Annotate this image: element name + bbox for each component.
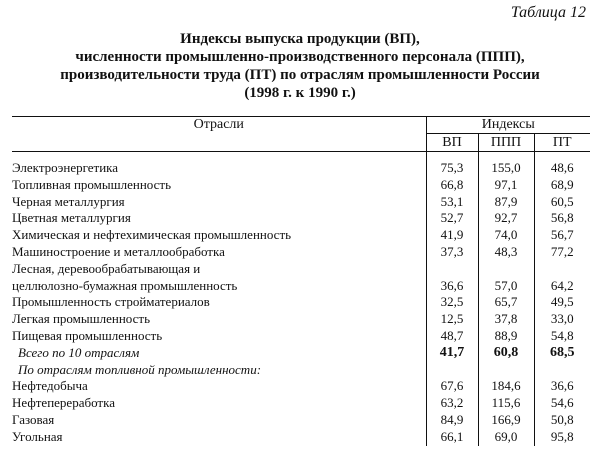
row-name: Цветная металлургия [12, 210, 426, 227]
row-ppp: 155,0 [478, 160, 534, 177]
header-ppp: ППП [478, 134, 534, 152]
table-row [12, 227, 590, 244]
title-line: производительности труда (ПТ) по отраслям промышленности России [60, 67, 540, 83]
row-pt: 60,5 [550, 193, 574, 209]
header-pt: ПТ [534, 134, 590, 152]
table-row [12, 311, 590, 328]
row-vp: 48,7 [440, 327, 464, 343]
row-name: Черная металлургия [12, 194, 426, 211]
table-row [12, 177, 590, 194]
row-ppp: 87,9 [478, 194, 534, 211]
row-vp: 67,6 [440, 378, 464, 394]
row-pt: 54,6 [550, 395, 574, 411]
row-vp: 41,9 [440, 227, 464, 243]
row-pt: 56,8 [550, 210, 574, 226]
header-branch: Отрасли [12, 117, 426, 152]
row-ppp: 166,9 [478, 412, 534, 429]
title-line: численности промышленно-производственного персонала (ППП), [75, 49, 525, 65]
table-body [12, 152, 590, 446]
row-name: Машиностроение и металлообработка [12, 244, 426, 261]
total-pt: 68,5 [550, 344, 575, 360]
row-name: Топливная промышленность [12, 177, 426, 194]
table-title [0, 30, 600, 102]
table-row [12, 328, 590, 345]
title-line: Индексы выпуска продукции (ВП), [180, 31, 420, 47]
row-ppp: 115,6 [478, 395, 534, 412]
row-pt: 36,6 [550, 378, 574, 394]
table-row [12, 261, 590, 278]
row-pt: 48,6 [550, 160, 574, 175]
row-pt: 95,8 [550, 428, 574, 444]
row-name-continued: целлюлозно-бумажная промышленность [12, 278, 426, 295]
row-ppp: 97,1 [478, 177, 534, 194]
row-vp: 37,3 [440, 243, 464, 259]
row-name: Нефтепереработка [12, 395, 426, 412]
row-vp: 84,9 [440, 411, 464, 427]
table-row [12, 395, 590, 412]
row-name: Промышленность стройматериалов [12, 294, 426, 311]
row-name: Пищевая промышленность [12, 328, 426, 345]
table-row [12, 429, 590, 446]
row-ppp: 37,8 [478, 311, 534, 328]
row-pt: 49,5 [550, 294, 574, 310]
row-name: Лесная, деревообрабатывающая и [12, 261, 426, 278]
table-row [12, 194, 590, 211]
row-ppp: 57,0 [478, 278, 534, 295]
row-pt: 64,2 [550, 277, 574, 293]
row-name: Нефтедобыча [12, 378, 426, 395]
row-name: Легкая промышленность [12, 311, 426, 328]
row-pt: 33,0 [550, 311, 574, 327]
table-row [12, 412, 590, 429]
row-pt: 56,7 [550, 227, 574, 243]
row-vp: 53,1 [440, 193, 464, 209]
row-pt: 68,9 [550, 176, 574, 192]
table-number: Таблица 12 [510, 4, 586, 21]
title-line: (1998 г. к 1990 г.) [244, 85, 356, 101]
total-name: Всего по 10 отраслям [12, 345, 426, 362]
row-name: Электроэнергетика [12, 160, 426, 177]
row-ppp: 92,7 [478, 210, 534, 227]
row-vp: 66,8 [440, 176, 464, 192]
row-pt: 54,8 [550, 327, 574, 343]
total-ppp: 60,8 [478, 345, 534, 362]
table-row [12, 378, 590, 395]
row-vp: 66,1 [440, 428, 464, 444]
row-vp: 52,7 [440, 210, 464, 226]
row-ppp: 74,0 [478, 227, 534, 244]
header-vp: ВП [426, 134, 478, 152]
row-name: Газовая [12, 412, 426, 429]
table-row [12, 244, 590, 261]
table-row [12, 278, 590, 295]
row-vp: 12,5 [440, 311, 464, 327]
row-ppp: 65,7 [478, 294, 534, 311]
row-vp: 63,2 [440, 395, 464, 411]
table-row [12, 294, 590, 311]
row-name: Химическая и нефтехимическая промышленность [12, 227, 426, 244]
total-vp: 41,7 [439, 344, 465, 360]
row-vp: 75,3 [440, 160, 464, 175]
row-vp: 36,6 [440, 277, 464, 293]
row-ppp: 184,6 [478, 378, 534, 395]
row-ppp: 69,0 [478, 429, 534, 446]
row-pt: 77,2 [550, 243, 574, 259]
section-heading: По отраслям топливной промышленности: [12, 362, 426, 379]
table-row [12, 160, 590, 177]
index-table [12, 116, 590, 446]
table-row [12, 210, 590, 227]
row-name: Угольная [12, 429, 426, 446]
total-row [12, 345, 590, 362]
row-ppp: 88,9 [478, 328, 534, 345]
header-indices: Индексы [426, 117, 590, 134]
row-vp: 32,5 [440, 294, 464, 310]
section-heading-row [12, 362, 590, 379]
row-pt: 50,8 [550, 411, 574, 427]
row-ppp: 48,3 [478, 244, 534, 261]
